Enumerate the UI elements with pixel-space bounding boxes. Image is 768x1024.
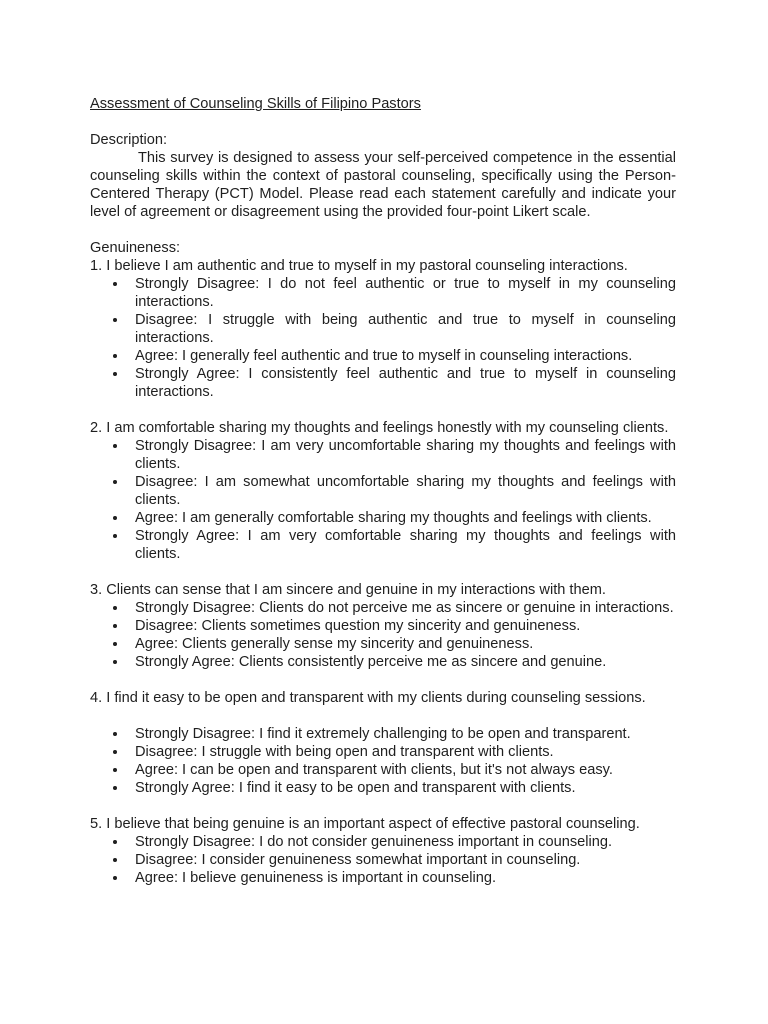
- question-3-options: [90, 599, 676, 671]
- spacer: [90, 671, 676, 689]
- spacer: [90, 221, 676, 239]
- option-disagree: Disagree: Clients sometimes question my sincerity and genuineness.: [135, 617, 676, 635]
- document-title: Assessment of Counseling Skills of Filipino Pastors: [90, 96, 421, 112]
- question-1: 1. I believe I am authentic and true to myself in my pastoral counseling interactions.: [90, 258, 628, 274]
- option-agree: Agree: I generally feel authentic and true to myself in counseling interactions.: [135, 347, 676, 365]
- description-label: Description:: [90, 132, 168, 148]
- question-2-options: [90, 437, 676, 563]
- spacer: [90, 797, 676, 815]
- option-disagree: Disagree: I am somewhat uncomfortable sharing my thoughts and feelings with clients.: [135, 474, 676, 508]
- option-strongly-disagree: Strongly Disagree: I do not consider genuineness important in counseling.: [135, 833, 676, 851]
- spacer: [90, 563, 676, 581]
- option-strongly-disagree: Strongly Disagree: I am very uncomfortable sharing my thoughts and feelings with clients.: [135, 438, 676, 472]
- question-4-options: [90, 725, 676, 797]
- option-agree: Agree: I believe genuineness is important in counseling.: [135, 869, 676, 887]
- question-3: 3. Clients can sense that I am sincere and genuine in my interactions with them.: [90, 582, 606, 598]
- question-5: 5. I believe that being genuine is an important aspect of effective pastoral counseling.: [90, 816, 640, 832]
- option-disagree: Disagree: I struggle with being open and transparent with clients.: [135, 743, 676, 761]
- option-strongly-agree: Strongly Agree: I find it easy to be open and transparent with clients.: [135, 779, 676, 797]
- question-2: 2. I am comfortable sharing my thoughts and feelings honestly with my counseling clients.: [90, 420, 669, 436]
- description-text: This survey is designed to assess your self-perceived competence in the essential counseling skills within the context of pastoral counseling, specifically using the Person-Centered Therapy (PCT) Model. Please read each statement carefully and indicate your level of agreement or disagreement using the provided four-point Likert scale.: [90, 150, 676, 220]
- option-strongly-disagree: Strongly Disagree: I do not feel authentic or true to myself in my counseling interactions.: [135, 276, 676, 310]
- question-1-options: [90, 275, 676, 401]
- option-strongly-disagree: Strongly Disagree: I find it extremely challenging to be open and transparent.: [135, 725, 676, 743]
- option-strongly-agree: Strongly Agree: Clients consistently perceive me as sincere and genuine.: [135, 653, 676, 671]
- spacer: [90, 707, 676, 725]
- section-title: Genuineness:: [90, 240, 181, 256]
- option-strongly-agree: Strongly Agree: I am very comfortable sharing my thoughts and feelings with clients.: [135, 528, 676, 562]
- option-disagree: Disagree: I consider genuineness somewhat important in counseling.: [135, 851, 676, 869]
- question-5-options: [90, 833, 676, 887]
- option-agree: Agree: I am generally comfortable sharing my thoughts and feelings with clients.: [135, 509, 676, 527]
- option-strongly-disagree: Strongly Disagree: Clients do not perceive me as sincere or genuine in interactions.: [135, 599, 676, 617]
- option-agree: Agree: I can be open and transparent with clients, but it's not always easy.: [135, 761, 676, 779]
- option-agree: Agree: Clients generally sense my sincerity and genuineness.: [135, 635, 676, 653]
- option-disagree: Disagree: I struggle with being authentic and true to myself in counseling interactions.: [135, 312, 676, 346]
- spacer: [90, 401, 676, 419]
- option-strongly-agree: Strongly Agree: I consistently feel authentic and true to myself in counseling interactions.: [135, 366, 676, 400]
- document-page: [90, 95, 676, 887]
- spacer: [90, 113, 676, 131]
- question-4: 4. I find it easy to be open and transparent with my clients during counseling sessions.: [90, 690, 646, 706]
